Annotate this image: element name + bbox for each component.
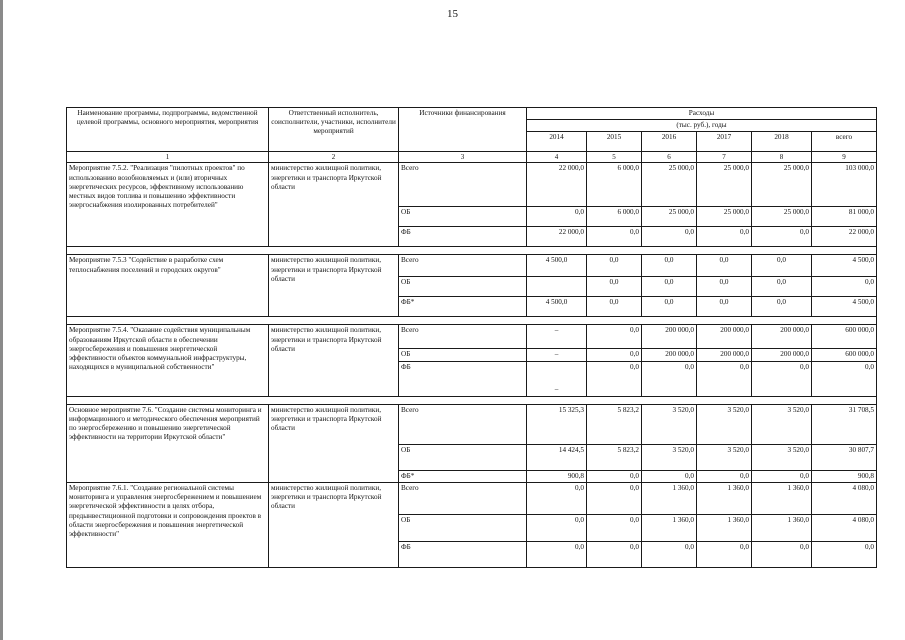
funding-source: ФБ* [399,297,527,317]
value-cell: 31 708,5 [812,404,877,444]
value-cell: 0,0 [697,227,752,247]
measure-executor: министерство жилищной политики, энергетики и транспорта Иркутской области [269,255,399,317]
value-cell: 0,0 [527,514,587,541]
value-cell: 0,0 [642,277,697,297]
header-executor: Ответственный исполнитель, соисполнители, участники, исполнители мероприятий [269,108,399,152]
value-cell: 0,0 [697,277,752,297]
value-cell: – [527,325,587,349]
value-cell: 1 360,0 [642,514,697,541]
measure-name: Мероприятие 7.6.1. "Создание региональной системы мониторинга и управления энергосбережением и повышением энергетической эффективности в целях отбора, предынвестиционной подготовки и сопровождения проектов в области энергосбережения и повышения энергетической эффективности" [67,482,269,567]
table-row [67,255,877,277]
value-cell: 3 520,0 [697,444,752,470]
value-cell: 0,0 [812,361,877,396]
funding-source: ОБ [399,444,527,470]
value-cell [527,277,587,297]
value-cell: 4 080,0 [812,514,877,541]
column-number: 6 [642,152,697,163]
table-row [67,325,877,349]
value-cell: 0,0 [587,541,642,567]
value-cell: 0,0 [527,541,587,567]
value-cell: 3 520,0 [697,404,752,444]
measure-executor: министерство жилищной политики, энергетики и транспорта Иркутской области [269,163,399,247]
value-cell: 0,0 [587,470,642,482]
table-row [67,163,877,207]
value-cell: 22 000,0 [527,227,587,247]
value-cell: 0,0 [697,255,752,277]
value-cell: 25 000,0 [697,207,752,227]
value-cell: 1 360,0 [642,482,697,514]
value-cell: 0,0 [752,541,812,567]
funding-source: ФБ [399,541,527,567]
funding-source: Всего [399,325,527,349]
value-cell: 25 000,0 [642,163,697,207]
funding-source: Всего [399,482,527,514]
value-cell: 15 325,3 [527,404,587,444]
header-year: 2017 [697,132,752,152]
value-cell: 0,0 [642,361,697,396]
separator-row [67,247,877,255]
column-number: 7 [697,152,752,163]
value-cell: 6 000,0 [587,163,642,207]
value-cell: 200 000,0 [752,349,812,361]
value-cell: 0,0 [587,227,642,247]
funding-source: Всего [399,163,527,207]
column-number-row [67,152,877,163]
value-cell: 0,0 [642,541,697,567]
value-cell: 3 520,0 [642,444,697,470]
value-cell: 25 000,0 [752,163,812,207]
value-cell: 14 424,5 [527,444,587,470]
column-number: 4 [527,152,587,163]
measure-executor: министерство жилищной политики, энергетики и транспорта Иркутской области [269,482,399,567]
measure-executor: министерство жилищной политики, энергетики и транспорта Иркутской области [269,404,399,482]
header-sources: Источники финансирования [399,108,527,152]
header-year: 2014 [527,132,587,152]
page-number: 15 [447,8,458,20]
header-name: Наименование программы, подпрограммы, ведомственной целевой программы, основного мероприятия, мероприятия [67,108,269,152]
value-cell: 200 000,0 [642,325,697,349]
value-cell: 0,0 [587,325,642,349]
column-number: 3 [399,152,527,163]
value-cell: 0,0 [697,297,752,317]
value-cell: 0,0 [812,277,877,297]
value-cell: 5 823,2 [587,444,642,470]
value-cell: 4 500,0 [812,255,877,277]
value-cell: 0,0 [527,482,587,514]
value-cell: 0,0 [642,297,697,317]
value-cell: 0,0 [587,255,642,277]
value-cell: 0,0 [752,277,812,297]
value-cell: 0,0 [587,514,642,541]
value-cell: 1 360,0 [697,514,752,541]
value-cell: 0,0 [642,470,697,482]
funding-source: ОБ [399,207,527,227]
header-year: 2018 [752,132,812,152]
value-cell: 3 520,0 [642,404,697,444]
value-cell: 0,0 [752,297,812,317]
value-cell: 200 000,0 [697,325,752,349]
value-cell: 25 000,0 [697,163,752,207]
value-cell: 0,0 [752,470,812,482]
funding-source: ФБ [399,227,527,247]
funding-source: Всего [399,404,527,444]
value-cell: 22 000,0 [527,163,587,207]
header-year-total: всего [812,132,877,152]
value-cell: 25 000,0 [642,207,697,227]
value-cell: 0,0 [587,297,642,317]
value-cell: 1 360,0 [697,482,752,514]
value-cell: 4 500,0 [527,297,587,317]
value-cell: 0,0 [752,227,812,247]
value-cell: 4 500,0 [812,297,877,317]
funding-source: ФБ [399,361,527,396]
value-cell: 900,8 [812,470,877,482]
separator-row [67,317,877,325]
measure-name: Мероприятие 7.5.2. "Реализация "пилотных проектов" по использованию возобновляемых и (или) вторичных энергетических ресурсов, эффективному использованию местных видов топлива и повышению эффективности энергоснабжения изолированных потребителей" [67,163,269,247]
column-number: 9 [812,152,877,163]
value-cell: 0,0 [642,227,697,247]
value-cell: 0,0 [587,277,642,297]
column-number: 5 [587,152,642,163]
value-cell: 4 080,0 [812,482,877,514]
scan-edge [0,0,3,640]
header-year: 2016 [642,132,697,152]
value-cell: 900,8 [527,470,587,482]
value-cell: 0,0 [752,361,812,396]
value-cell: 25 000,0 [752,207,812,227]
header-expenses: Расходы [527,108,877,120]
funding-source: ОБ [399,277,527,297]
measure-name: Основное мероприятие 7.6. "Создание системы мониторинга и информационного и методического обеспечения мероприятий по энергосбережению и повышению энергетической эффективности на территории Иркутской области" [67,404,269,482]
value-cell: 0,0 [697,361,752,396]
column-number: 2 [269,152,399,163]
column-number: 8 [752,152,812,163]
table-row [67,404,877,444]
measure-name: Мероприятие 7.5.3 "Содействие в разработке схем теплоснабжения поселений и городских округов" [67,255,269,317]
value-cell: 0,0 [697,470,752,482]
value-cell: 81 000,0 [812,207,877,227]
value-cell: 0,0 [587,482,642,514]
measure-executor: министерство жилищной политики, энергетики и транспорта Иркутской области [269,325,399,396]
value-cell: 200 000,0 [642,349,697,361]
value-cell: 1 360,0 [752,482,812,514]
separator-row [67,396,877,404]
measure-name: Мероприятие 7.5.4. "Оказание содействия муниципальным образованиям Иркутской области в обеспечении энергосбережения и повышения энергетической эффективности объектов коммунальной инфраструктуры, находящихся в муниципальной собственности" [67,325,269,396]
header-year: 2015 [587,132,642,152]
value-cell: 103 000,0 [812,163,877,207]
value-cell: 0,0 [697,541,752,567]
value-cell: 200 000,0 [697,349,752,361]
value-cell: 600 000,0 [812,349,877,361]
value-cell: 0,0 [752,255,812,277]
value-cell: 3 520,0 [752,404,812,444]
value-cell: 200 000,0 [752,325,812,349]
value-cell: 1 360,0 [752,514,812,541]
value-cell: 0,0 [587,361,642,396]
header-row-1 [67,108,877,120]
value-cell: 0,0 [587,349,642,361]
value-cell: – [527,349,587,361]
value-cell: 30 807,7 [812,444,877,470]
funding-source: Всего [399,255,527,277]
value-cell: 0,0 [642,255,697,277]
value-cell: 5 823,2 [587,404,642,444]
value-cell: 0,0 [812,541,877,567]
value-cell: 600 000,0 [812,325,877,349]
table-row [67,482,877,514]
value-cell: 0,0 [527,207,587,227]
value-cell: 6 000,0 [587,207,642,227]
budget-table [66,107,877,568]
value-cell: 22 000,0 [812,227,877,247]
header-unit: (тыс. руб.), годы [527,120,877,132]
column-number: 1 [67,152,269,163]
value-cell: 3 520,0 [752,444,812,470]
funding-source: ОБ [399,514,527,541]
funding-source: ФБ* [399,470,527,482]
value-cell: 4 500,0 [527,255,587,277]
funding-source: ОБ [399,349,527,361]
value-cell: – [527,361,587,396]
